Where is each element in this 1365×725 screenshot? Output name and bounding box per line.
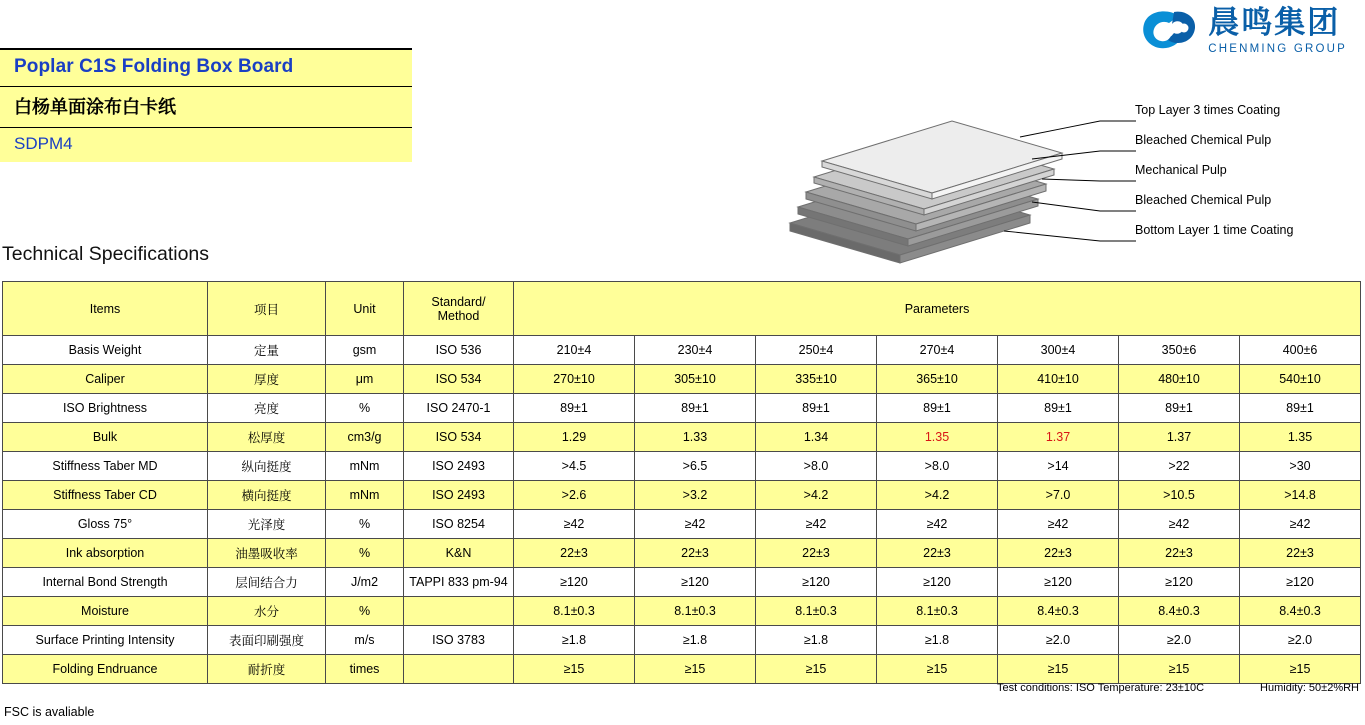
cell-parameter: >14.8 [1240,481,1361,510]
cell-unit: J/m2 [326,568,404,597]
cell-parameter: ≥42 [877,510,998,539]
cell-parameter: >10.5 [1119,481,1240,510]
cell-parameter: 8.1±0.3 [635,597,756,626]
product-title-en-row [0,48,412,86]
table-header-row [3,282,1361,336]
table-row [3,597,1361,626]
cell-parameter: 410±10 [998,365,1119,394]
logo-text [1208,4,1347,56]
cell-parameter: 1.29 [514,423,635,452]
cell-item-cn: 层间结合力 [208,568,326,597]
cell-parameter: >8.0 [756,452,877,481]
cell-parameter: >8.0 [877,452,998,481]
cell-parameter: >4.2 [877,481,998,510]
cell-standard-method: ISO 3783 [404,626,514,655]
product-title-cn: 白杨单面涂布白卡纸 [14,97,176,117]
product-title-cn-row [0,86,412,127]
cell-parameter: ≥120 [998,568,1119,597]
cell-item-en: Moisture [3,597,208,626]
legend-item: Bleached Chemical Pulp [1135,133,1272,147]
cell-parameter: 335±10 [756,365,877,394]
cell-parameter: >6.5 [635,452,756,481]
cell-parameter: 89±1 [1240,394,1361,423]
cell-parameter: 210±4 [514,336,635,365]
cell-parameter: 89±1 [998,394,1119,423]
cell-item-en: Bulk [3,423,208,452]
cell-item-cn: 油墨吸收率 [208,539,326,568]
cell-parameter: >14 [998,452,1119,481]
table-row [3,626,1361,655]
cell-parameter: 8.4±0.3 [998,597,1119,626]
cell-standard-method: TAPPI 833 pm-94 [404,568,514,597]
cell-parameter: 89±1 [635,394,756,423]
cell-parameter: >3.2 [635,481,756,510]
cell-parameter: 540±10 [1240,365,1361,394]
board-layers-diagram [770,95,1350,270]
column-header-items: Items [3,282,208,336]
cell-parameter: 480±10 [1119,365,1240,394]
cell-parameter: ≥120 [1240,568,1361,597]
logo-name-en: CHENMING GROUP [1208,42,1347,55]
cell-item-en: Caliper [3,365,208,394]
cell-unit: μm [326,365,404,394]
cell-parameter: 22±3 [877,539,998,568]
cell-parameter: ≥15 [1119,655,1240,684]
cell-standard-method: ISO 2470-1 [404,394,514,423]
legend-item: Top Layer 3 times Coating [1135,103,1281,117]
cell-parameter: 270±4 [877,336,998,365]
cell-parameter: ≥120 [1119,568,1240,597]
cell-parameter: ≥1.8 [514,626,635,655]
cell-item-cn: 松厚度 [208,423,326,452]
cell-parameter: ≥15 [514,655,635,684]
cell-item-cn: 光泽度 [208,510,326,539]
cell-parameter: ≥1.8 [635,626,756,655]
cell-parameter: 300±4 [998,336,1119,365]
cell-parameter: ≥2.0 [1240,626,1361,655]
document-header [0,0,1365,237]
cell-item-en: Stiffness Taber MD [3,452,208,481]
cell-parameter: 365±10 [877,365,998,394]
cell-item-cn: 亮度 [208,394,326,423]
cell-parameter: ≥15 [756,655,877,684]
cell-item-cn: 表面印刷强度 [208,626,326,655]
cell-parameter: 8.1±0.3 [514,597,635,626]
cell-standard-method: ISO 2493 [404,481,514,510]
table-row [3,452,1361,481]
column-header-standard-line1: Standard/ [431,294,486,309]
cell-unit: cm3/g [326,423,404,452]
table-row [3,510,1361,539]
cell-parameter: 89±1 [756,394,877,423]
cell-item-cn: 厚度 [208,365,326,394]
chenming-swirl-logo-icon [1138,6,1200,56]
cell-parameter: ≥15 [998,655,1119,684]
cell-parameter: 89±1 [514,394,635,423]
cell-parameter: ≥2.0 [1119,626,1240,655]
cell-item-cn: 定量 [208,336,326,365]
cell-parameter: 22±3 [514,539,635,568]
cell-parameter: >2.6 [514,481,635,510]
cell-parameter: 22±3 [756,539,877,568]
cell-standard-method: ISO 2493 [404,452,514,481]
technical-specifications-table [2,281,1360,684]
cell-parameter: ≥15 [1240,655,1361,684]
cell-parameter: 1.37 [1119,423,1240,452]
cell-standard-method: ISO 534 [404,365,514,394]
cell-parameter: ≥42 [514,510,635,539]
cell-unit: times [326,655,404,684]
cell-parameter: 8.4±0.3 [1119,597,1240,626]
cell-standard-method: ISO 8254 [404,510,514,539]
cell-standard-method: K&N [404,539,514,568]
product-code-row [0,127,412,162]
cell-parameter: 22±3 [1119,539,1240,568]
cell-parameter: ≥42 [1119,510,1240,539]
cell-parameter: ≥120 [877,568,998,597]
cell-parameter: ≥120 [756,568,877,597]
table-row [3,655,1361,684]
cell-parameter: 22±3 [1240,539,1361,568]
board-layers-illustration [770,95,1170,270]
table-row [3,336,1361,365]
cell-parameter: 1.35 [877,423,998,452]
cell-parameter: 1.34 [756,423,877,452]
table-row [3,568,1361,597]
cell-parameter: ≥120 [635,568,756,597]
product-title-block [0,48,412,162]
cell-unit: % [326,597,404,626]
cell-parameter: 8.1±0.3 [756,597,877,626]
cell-parameter: 8.1±0.3 [877,597,998,626]
cell-item-en: Stiffness Taber CD [3,481,208,510]
cell-parameter: >22 [1119,452,1240,481]
cell-item-en: Surface Printing Intensity [3,626,208,655]
cell-unit: gsm [326,336,404,365]
cell-parameter: ≥1.8 [877,626,998,655]
cell-parameter: 230±4 [635,336,756,365]
table-row [3,423,1361,452]
logo-name-cn: 晨鸣集团 [1208,4,1341,40]
cell-parameter: 89±1 [1119,394,1240,423]
cell-parameter: ≥2.0 [998,626,1119,655]
cell-unit: mNm [326,452,404,481]
legend-item: Bleached Chemical Pulp [1135,193,1272,207]
cell-parameter: ≥15 [635,655,756,684]
diagram-legend [1135,95,1350,245]
cell-item-cn: 横向挺度 [208,481,326,510]
cell-parameter: 1.35 [1240,423,1361,452]
cell-parameter: 1.33 [635,423,756,452]
cell-unit: m/s [326,626,404,655]
fsc-note: FSC is avaliable [4,705,95,719]
humidity-text: Humidity: 50±2%RH [1260,682,1359,694]
cell-parameter: >4.5 [514,452,635,481]
cell-standard-method: ISO 534 [404,423,514,452]
table-row [3,394,1361,423]
cell-parameter: 350±6 [1119,336,1240,365]
cell-item-cn: 水分 [208,597,326,626]
column-header-standard-line2: Method [437,308,480,323]
cell-parameter: 305±10 [635,365,756,394]
cell-parameter: 1.37 [998,423,1119,452]
test-conditions-text: Test conditions: ISO Temperature: 23±10C [997,682,1205,694]
cell-parameter: ≥120 [514,568,635,597]
cell-item-en: Folding Endruance [3,655,208,684]
cell-parameter: 89±1 [877,394,998,423]
cell-item-en: Gloss 75° [3,510,208,539]
legend-item: Mechanical Pulp [1135,163,1227,177]
cell-item-en: ISO Brightness [3,394,208,423]
cell-unit: % [326,539,404,568]
cell-parameter: ≥42 [635,510,756,539]
column-header-items-cn: 项目 [208,282,326,336]
table-row [3,481,1361,510]
cell-parameter: >7.0 [998,481,1119,510]
cell-parameter: >4.2 [756,481,877,510]
cell-item-cn: 耐折度 [208,655,326,684]
cell-parameter: ≥42 [756,510,877,539]
cell-item-en: Basis Weight [3,336,208,365]
cell-standard-method: ISO 536 [404,336,514,365]
column-header-unit: Unit [326,282,404,336]
cell-parameter: 22±3 [998,539,1119,568]
product-code: SDPM4 [14,134,73,153]
cell-item-en: Ink absorption [3,539,208,568]
column-header-parameters: Parameters [514,282,1361,336]
cell-parameter: 400±6 [1240,336,1361,365]
cell-unit: % [326,394,404,423]
cell-unit: mNm [326,481,404,510]
test-conditions-note [997,682,1359,694]
cell-parameter: >30 [1240,452,1361,481]
table-row [3,365,1361,394]
cell-item-cn: 纵向挺度 [208,452,326,481]
table-row [3,539,1361,568]
cell-parameter: ≥42 [1240,510,1361,539]
cell-parameter: 8.4±0.3 [1240,597,1361,626]
section-title: Technical Specifications [2,243,210,265]
cell-parameter: ≥15 [877,655,998,684]
cell-parameter: 22±3 [635,539,756,568]
cell-item-en: Internal Bond Strength [3,568,208,597]
cell-standard-method [404,597,514,626]
product-title-en: Poplar C1S Folding Box Board [14,56,294,77]
cell-unit: % [326,510,404,539]
cell-parameter: 250±4 [756,336,877,365]
cell-parameter: 270±10 [514,365,635,394]
legend-item: Bottom Layer 1 time Coating [1135,223,1294,237]
company-logo [1138,6,1347,56]
cell-parameter: ≥1.8 [756,626,877,655]
column-header-standard-method [404,282,514,336]
cell-parameter: ≥42 [998,510,1119,539]
cell-standard-method [404,655,514,684]
